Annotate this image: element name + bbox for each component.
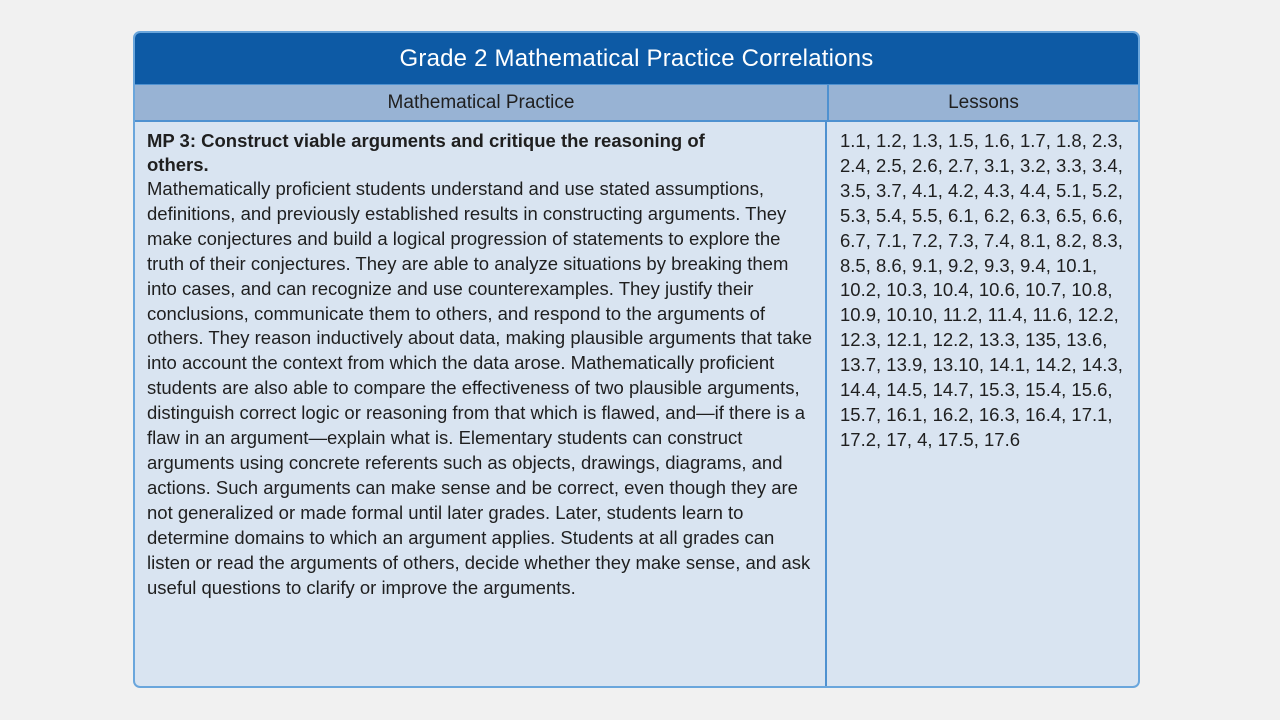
practice-heading: MP 3: Construct viable arguments and critique the reasoning of others. <box>147 130 705 175</box>
lessons-cell <box>827 122 1138 688</box>
column-header-lessons: Lessons <box>948 91 1019 113</box>
practice-cell <box>135 122 827 688</box>
correlation-table <box>133 31 1140 688</box>
practice-description: Mathematically proficient students understand and use stated assumptions, definitions, and previously established results in constructing arguments. They make conjectures and build a logical progression of statements to explore the truth of their conjectures. They are able to analyze situations by breaking them into cases, and can recognize and use counterexamples. They justify their conclusions, communicate them to others, and respond to the arguments of others. They reason inductively about data, making plausible arguments that take into account the context from which the data arose. Mathematically proficient students are also able to compare the effectiveness of two plausible arguments, distinguish correct logic or reasoning from that which is flawed, and—if there is a flaw in an argument—explain what is. Elementary students can construct arguments using concrete referents such as objects, drawings, diagrams, and actions. Such arguments can make sense and be correct, even though they are not generalized or made formal until later grades. Later, students learn to determine domains to which an argument applies. Students at all grades can listen or read the arguments of others, decide whether they make sense, and ask useful questions to clarify or improve the arguments. <box>147 178 813 598</box>
column-header-practice: Mathematical Practice <box>135 85 829 120</box>
table-header-row <box>135 84 1138 122</box>
lessons-list: 1.1, 1.2, 1.3, 1.5, 1.6, 1.7, 1.8, 2.3, 2.4, 2.5, 2.6, 2.7, 3.1, 3.2, 3.3, 3.4, 3.5, 3.7, 4.1, 4.2, 4.3, 4.4, 5.1, 5.2, 5.3, 5.4, 5.5, 6.1, 6.2, 6.3, 6.5, 6.6, 6.7, 7.1, 7.2, 7.3, 7.4, 8.1, 8.2, 8.3, 8.5, 8.6, 9.1, 9.2, 9.3, 9.4, 10.1, 10.2, 10.3, 10.4, 10.6, 10.7, 10.8, 10.9, 10.10, 11.2, 11.4, 11.6, 12.2, 12.3, 12.1, 12.2, 13.3, 135, 13.6, 13.7, 13.9, 13.10, 14.1, 14.2, 14.3, 14.4, 14.5, 14.7, 15.3, 15.4, 15.6, 15.7, 16.1, 16.2, 16.3, 16.4, 17.1, 17.2, 17, 4, 17.5, 17.6 <box>840 130 1123 450</box>
table-title: Grade 2 Mathematical Practice Correlations <box>135 33 1138 84</box>
table-row <box>135 122 1138 688</box>
